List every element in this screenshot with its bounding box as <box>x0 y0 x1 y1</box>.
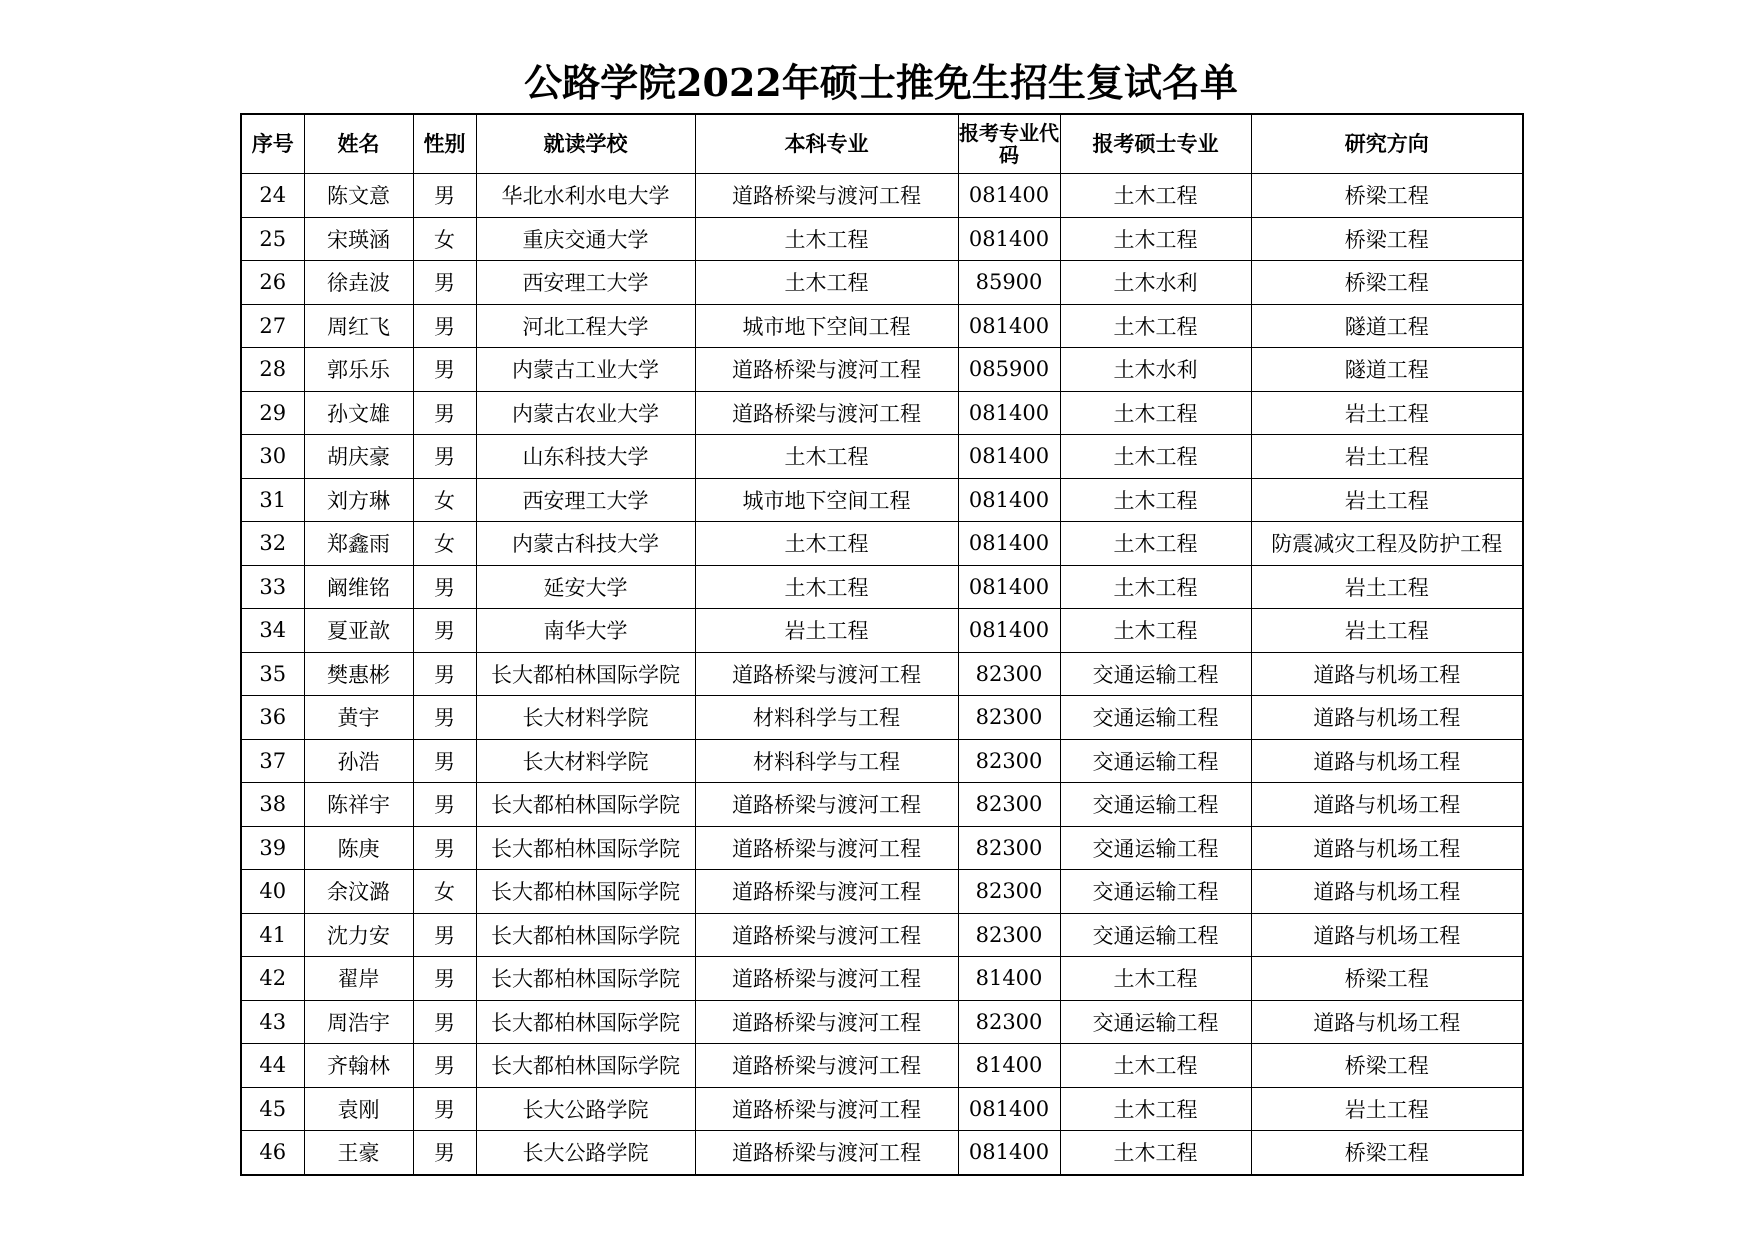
cell-direction: 隧道工程 <box>1251 348 1523 392</box>
cell-master-major: 交通运输工程 <box>1060 1000 1251 1044</box>
cell-master-major: 土木工程 <box>1060 174 1251 218</box>
table-row <box>241 1087 1523 1131</box>
cell-gender: 男 <box>413 652 476 696</box>
table-row <box>241 1000 1523 1044</box>
cell-code: 82300 <box>958 652 1060 696</box>
cell-direction: 道路与机场工程 <box>1251 1000 1523 1044</box>
cell-school: 长大材料学院 <box>476 696 695 740</box>
cell-seq: 42 <box>241 957 304 1001</box>
cell-name: 郑鑫雨 <box>304 522 413 566</box>
cell-name: 孙浩 <box>304 739 413 783</box>
cell-direction: 道路与机场工程 <box>1251 652 1523 696</box>
cell-master-major: 土木工程 <box>1060 478 1251 522</box>
cell-gender: 男 <box>413 435 476 479</box>
cell-name: 夏亚歆 <box>304 609 413 653</box>
cell-direction: 岩土工程 <box>1251 609 1523 653</box>
cell-school: 南华大学 <box>476 609 695 653</box>
cell-undergrad-major: 材料科学与工程 <box>695 696 958 740</box>
cell-master-major: 交通运输工程 <box>1060 913 1251 957</box>
cell-code: 82300 <box>958 826 1060 870</box>
cell-code: 81400 <box>958 1044 1060 1088</box>
header-name: 姓名 <box>304 114 413 174</box>
cell-gender: 男 <box>413 391 476 435</box>
table-row <box>241 174 1523 218</box>
cell-gender: 男 <box>413 783 476 827</box>
cell-gender: 女 <box>413 478 476 522</box>
cell-direction: 岩土工程 <box>1251 478 1523 522</box>
cell-school: 长大都柏林国际学院 <box>476 870 695 914</box>
cell-gender: 男 <box>413 261 476 305</box>
cell-code: 82300 <box>958 739 1060 783</box>
cell-seq: 34 <box>241 609 304 653</box>
header-direction: 研究方向 <box>1251 114 1523 174</box>
cell-school: 长大都柏林国际学院 <box>476 1044 695 1088</box>
table-row <box>241 783 1523 827</box>
cell-school: 长大都柏林国际学院 <box>476 783 695 827</box>
cell-master-major: 土木工程 <box>1060 391 1251 435</box>
cell-gender: 男 <box>413 957 476 1001</box>
cell-seq: 43 <box>241 1000 304 1044</box>
cell-undergrad-major: 土木工程 <box>695 565 958 609</box>
cell-master-major: 土木工程 <box>1060 435 1251 479</box>
cell-name: 徐垚波 <box>304 261 413 305</box>
cell-master-major: 交通运输工程 <box>1060 652 1251 696</box>
cell-undergrad-major: 道路桥梁与渡河工程 <box>695 652 958 696</box>
cell-direction: 道路与机场工程 <box>1251 783 1523 827</box>
cell-undergrad-major: 道路桥梁与渡河工程 <box>695 957 958 1001</box>
cell-gender: 男 <box>413 1044 476 1088</box>
cell-code: 081400 <box>958 435 1060 479</box>
cell-code: 081400 <box>958 1131 1060 1175</box>
cell-master-major: 土木工程 <box>1060 1131 1251 1175</box>
cell-code: 081400 <box>958 522 1060 566</box>
cell-direction: 桥梁工程 <box>1251 261 1523 305</box>
cell-school: 长大公路学院 <box>476 1131 695 1175</box>
cell-name: 陈祥宇 <box>304 783 413 827</box>
cell-name: 沈力安 <box>304 913 413 957</box>
cell-master-major: 交通运输工程 <box>1060 783 1251 827</box>
cell-school: 西安理工大学 <box>476 261 695 305</box>
cell-undergrad-major: 道路桥梁与渡河工程 <box>695 826 958 870</box>
cell-gender: 男 <box>413 1087 476 1131</box>
cell-seq: 36 <box>241 696 304 740</box>
cell-undergrad-major: 道路桥梁与渡河工程 <box>695 870 958 914</box>
cell-master-major: 土木工程 <box>1060 1087 1251 1131</box>
cell-undergrad-major: 道路桥梁与渡河工程 <box>695 391 958 435</box>
cell-undergrad-major: 道路桥梁与渡河工程 <box>695 1131 958 1175</box>
cell-gender: 男 <box>413 1131 476 1175</box>
cell-direction: 桥梁工程 <box>1251 217 1523 261</box>
cell-seq: 26 <box>241 261 304 305</box>
cell-seq: 41 <box>241 913 304 957</box>
table-row <box>241 348 1523 392</box>
cell-master-major: 交通运输工程 <box>1060 696 1251 740</box>
cell-school: 长大都柏林国际学院 <box>476 957 695 1001</box>
cell-code: 081400 <box>958 609 1060 653</box>
cell-code: 82300 <box>958 870 1060 914</box>
table-row <box>241 217 1523 261</box>
cell-seq: 27 <box>241 304 304 348</box>
table-row <box>241 435 1523 479</box>
cell-gender: 男 <box>413 739 476 783</box>
table-row <box>241 870 1523 914</box>
cell-undergrad-major: 土木工程 <box>695 261 958 305</box>
table-row <box>241 739 1523 783</box>
cell-seq: 25 <box>241 217 304 261</box>
cell-direction: 岩土工程 <box>1251 1087 1523 1131</box>
cell-undergrad-major: 土木工程 <box>695 217 958 261</box>
cell-name: 宋瑛涵 <box>304 217 413 261</box>
cell-code: 081400 <box>958 304 1060 348</box>
cell-direction: 道路与机场工程 <box>1251 696 1523 740</box>
cell-master-major: 土木工程 <box>1060 609 1251 653</box>
cell-code: 081400 <box>958 174 1060 218</box>
cell-name: 周浩宇 <box>304 1000 413 1044</box>
cell-direction: 桥梁工程 <box>1251 1131 1523 1175</box>
cell-code: 85900 <box>958 261 1060 305</box>
cell-direction: 桥梁工程 <box>1251 957 1523 1001</box>
cell-name: 陈文意 <box>304 174 413 218</box>
table-row <box>241 957 1523 1001</box>
cell-seq: 31 <box>241 478 304 522</box>
cell-seq: 38 <box>241 783 304 827</box>
cell-direction: 道路与机场工程 <box>1251 739 1523 783</box>
cell-master-major: 交通运输工程 <box>1060 870 1251 914</box>
cell-master-major: 土木工程 <box>1060 1044 1251 1088</box>
cell-gender: 女 <box>413 870 476 914</box>
cell-school: 长大都柏林国际学院 <box>476 913 695 957</box>
cell-name: 王豪 <box>304 1131 413 1175</box>
cell-master-major: 土木水利 <box>1060 261 1251 305</box>
cell-gender: 男 <box>413 826 476 870</box>
page-title: 公路学院2022年硕士推免生招生复试名单 <box>524 60 1238 105</box>
cell-name: 阚维铭 <box>304 565 413 609</box>
cell-undergrad-major: 城市地下空间工程 <box>695 478 958 522</box>
cell-school: 长大都柏林国际学院 <box>476 1000 695 1044</box>
cell-seq: 46 <box>241 1131 304 1175</box>
cell-master-major: 交通运输工程 <box>1060 826 1251 870</box>
cell-school: 内蒙古工业大学 <box>476 348 695 392</box>
cell-name: 余汶潞 <box>304 870 413 914</box>
header-undergrad-major: 本科专业 <box>695 114 958 174</box>
cell-name: 刘方琳 <box>304 478 413 522</box>
cell-undergrad-major: 道路桥梁与渡河工程 <box>695 174 958 218</box>
cell-undergrad-major: 岩土工程 <box>695 609 958 653</box>
table-row <box>241 609 1523 653</box>
cell-seq: 44 <box>241 1044 304 1088</box>
cell-school: 河北工程大学 <box>476 304 695 348</box>
cell-name: 樊惠彬 <box>304 652 413 696</box>
cell-seq: 45 <box>241 1087 304 1131</box>
header-gender: 性别 <box>413 114 476 174</box>
header-seq: 序号 <box>241 114 304 174</box>
cell-master-major: 土木水利 <box>1060 348 1251 392</box>
cell-master-major: 交通运输工程 <box>1060 739 1251 783</box>
table-row <box>241 826 1523 870</box>
cell-gender: 男 <box>413 304 476 348</box>
cell-undergrad-major: 材料科学与工程 <box>695 739 958 783</box>
cell-direction: 岩土工程 <box>1251 391 1523 435</box>
cell-name: 翟岸 <box>304 957 413 1001</box>
cell-seq: 28 <box>241 348 304 392</box>
cell-undergrad-major: 道路桥梁与渡河工程 <box>695 1044 958 1088</box>
cell-code: 085900 <box>958 348 1060 392</box>
cell-gender: 男 <box>413 696 476 740</box>
cell-direction: 隧道工程 <box>1251 304 1523 348</box>
cell-undergrad-major: 道路桥梁与渡河工程 <box>695 783 958 827</box>
cell-code: 82300 <box>958 696 1060 740</box>
cell-name: 袁刚 <box>304 1087 413 1131</box>
cell-gender: 男 <box>413 565 476 609</box>
cell-code: 82300 <box>958 913 1060 957</box>
cell-code: 82300 <box>958 1000 1060 1044</box>
cell-code: 82300 <box>958 783 1060 827</box>
header-code: 报考专业代码 <box>958 114 1060 174</box>
cell-master-major: 土木工程 <box>1060 957 1251 1001</box>
candidate-table <box>240 113 1524 1176</box>
cell-code: 081400 <box>958 391 1060 435</box>
table-row <box>241 652 1523 696</box>
cell-school: 重庆交通大学 <box>476 217 695 261</box>
cell-seq: 30 <box>241 435 304 479</box>
cell-gender: 男 <box>413 1000 476 1044</box>
cell-seq: 32 <box>241 522 304 566</box>
cell-seq: 33 <box>241 565 304 609</box>
table-row <box>241 261 1523 305</box>
cell-name: 孙文雄 <box>304 391 413 435</box>
cell-code: 081400 <box>958 217 1060 261</box>
cell-direction: 岩土工程 <box>1251 435 1523 479</box>
cell-master-major: 土木工程 <box>1060 304 1251 348</box>
table-row <box>241 391 1523 435</box>
cell-code: 81400 <box>958 957 1060 1001</box>
cell-seq: 40 <box>241 870 304 914</box>
cell-name: 郭乐乐 <box>304 348 413 392</box>
cell-gender: 男 <box>413 609 476 653</box>
cell-gender: 男 <box>413 348 476 392</box>
cell-name: 齐翰林 <box>304 1044 413 1088</box>
cell-gender: 男 <box>413 913 476 957</box>
cell-gender: 女 <box>413 522 476 566</box>
cell-direction: 道路与机场工程 <box>1251 826 1523 870</box>
cell-undergrad-major: 道路桥梁与渡河工程 <box>695 1000 958 1044</box>
cell-master-major: 土木工程 <box>1060 522 1251 566</box>
cell-direction: 防震减灾工程及防护工程 <box>1251 522 1523 566</box>
cell-direction: 道路与机场工程 <box>1251 870 1523 914</box>
cell-direction: 桥梁工程 <box>1251 1044 1523 1088</box>
cell-direction: 桥梁工程 <box>1251 174 1523 218</box>
table-row <box>241 696 1523 740</box>
header-master-major: 报考硕士专业 <box>1060 114 1251 174</box>
cell-undergrad-major: 道路桥梁与渡河工程 <box>695 348 958 392</box>
cell-school: 长大材料学院 <box>476 739 695 783</box>
cell-name: 陈庚 <box>304 826 413 870</box>
cell-code: 081400 <box>958 565 1060 609</box>
cell-school: 延安大学 <box>476 565 695 609</box>
cell-school: 长大都柏林国际学院 <box>476 826 695 870</box>
cell-seq: 37 <box>241 739 304 783</box>
cell-seq: 35 <box>241 652 304 696</box>
cell-direction: 道路与机场工程 <box>1251 913 1523 957</box>
cell-gender: 女 <box>413 217 476 261</box>
cell-seq: 29 <box>241 391 304 435</box>
cell-name: 周红飞 <box>304 304 413 348</box>
table-row <box>241 1044 1523 1088</box>
cell-name: 黄宇 <box>304 696 413 740</box>
table-row <box>241 304 1523 348</box>
cell-school: 长大都柏林国际学院 <box>476 652 695 696</box>
cell-school: 西安理工大学 <box>476 478 695 522</box>
table-row <box>241 478 1523 522</box>
table-row <box>241 565 1523 609</box>
header-row <box>241 114 1523 174</box>
cell-undergrad-major: 城市地下空间工程 <box>695 304 958 348</box>
cell-undergrad-major: 土木工程 <box>695 435 958 479</box>
table-row <box>241 522 1523 566</box>
cell-school: 内蒙古农业大学 <box>476 391 695 435</box>
cell-undergrad-major: 道路桥梁与渡河工程 <box>695 913 958 957</box>
cell-seq: 24 <box>241 174 304 218</box>
cell-name: 胡庆豪 <box>304 435 413 479</box>
table-header <box>241 114 1523 174</box>
cell-gender: 男 <box>413 174 476 218</box>
cell-seq: 39 <box>241 826 304 870</box>
cell-school: 长大公路学院 <box>476 1087 695 1131</box>
cell-school: 内蒙古科技大学 <box>476 522 695 566</box>
cell-undergrad-major: 土木工程 <box>695 522 958 566</box>
header-school: 就读学校 <box>476 114 695 174</box>
table-row <box>241 913 1523 957</box>
table-row <box>241 1131 1523 1175</box>
table-body <box>241 174 1523 1175</box>
cell-direction: 岩土工程 <box>1251 565 1523 609</box>
cell-code: 081400 <box>958 1087 1060 1131</box>
cell-school: 山东科技大学 <box>476 435 695 479</box>
cell-undergrad-major: 道路桥梁与渡河工程 <box>695 1087 958 1131</box>
cell-master-major: 土木工程 <box>1060 565 1251 609</box>
cell-master-major: 土木工程 <box>1060 217 1251 261</box>
cell-school: 华北水利水电大学 <box>476 174 695 218</box>
cell-code: 081400 <box>958 478 1060 522</box>
